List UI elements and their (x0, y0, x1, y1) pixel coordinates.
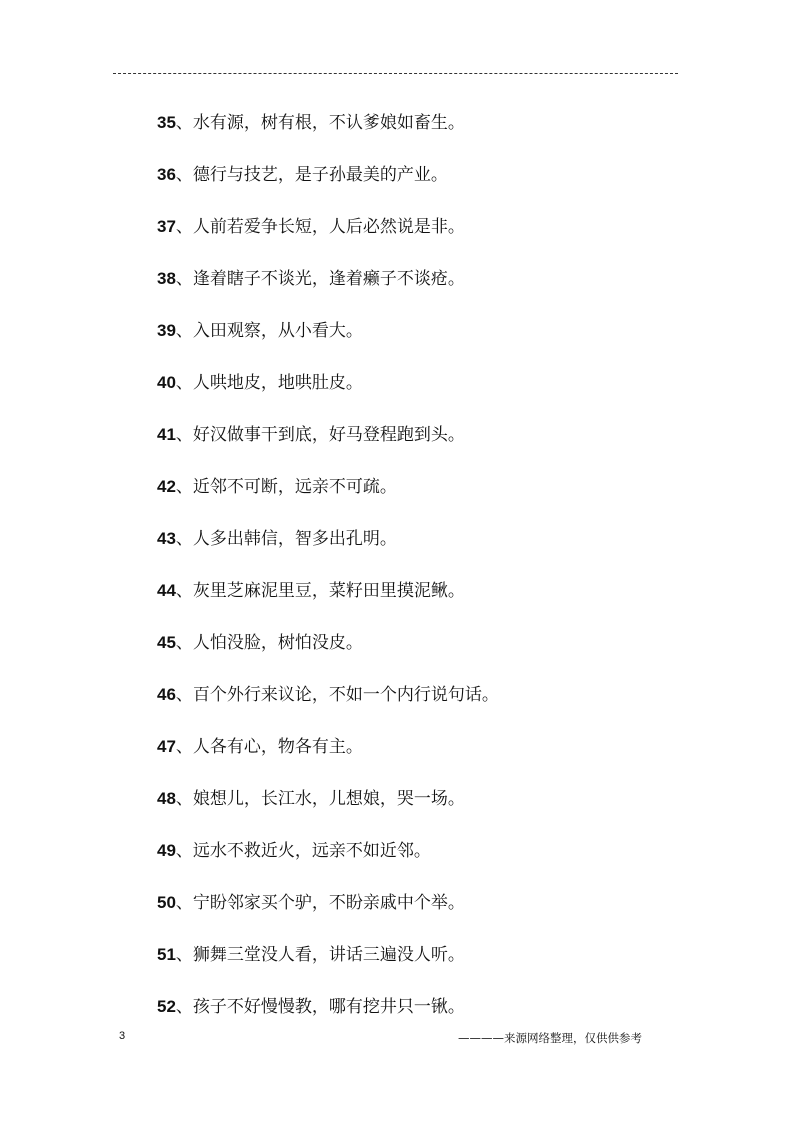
item-text: 德行与技艺，是子孙最美的产业。 (192, 165, 448, 185)
list-item: 42、近邻不可断，远亲不可疏。 (157, 477, 397, 497)
item-text: 水有源，树有根，不认爹娘如畜生。 (192, 113, 465, 133)
item-number: 48 (157, 789, 176, 808)
item-text: 入田观察，从小看大。 (192, 321, 363, 341)
item-number: 43 (157, 529, 176, 548)
list-item: 46、百个外行来议论，不如一个内行说句话。 (157, 685, 499, 705)
list-item: 44、灰里芝麻泥里豆，菜籽田里摸泥鳅。 (157, 581, 465, 601)
list-item: 37、人前若爱争长短，人后必然说是非。 (157, 217, 465, 237)
item-number: 42 (157, 477, 176, 496)
item-number: 40 (157, 373, 176, 392)
item-number: 36 (157, 165, 176, 184)
item-text: 娘想儿，长江水，儿想娘，哭一场。 (192, 789, 465, 809)
item-text: 人哄地皮，地哄肚皮。 (192, 373, 363, 393)
item-number: 47 (157, 737, 176, 756)
item-number: 52 (157, 997, 176, 1016)
item-number: 50 (157, 893, 176, 912)
item-text: 百个外行来议论，不如一个内行说句话。 (192, 685, 499, 705)
item-text: 远水不救近火，远亲不如近邻。 (192, 841, 431, 861)
item-text: 人多出韩信，智多出孔明。 (192, 529, 397, 549)
item-text: 狮舞三堂没人看，讲话三遍没人听。 (192, 945, 465, 965)
item-number: 35 (157, 113, 176, 132)
item-number: 45 (157, 633, 176, 652)
list-item: 38、逢着瞎子不谈光，逢着癞子不谈疮。 (157, 269, 465, 289)
list-item: 50、宁盼邻家买个驴，不盼亲戚中个举。 (157, 893, 465, 913)
list-item: 41、好汉做事干到底，好马登程跑到头。 (157, 425, 465, 445)
item-number: 39 (157, 321, 176, 340)
list-item: 40、人哄地皮，地哄肚皮。 (157, 373, 363, 393)
list-item: 45、人怕没脸，树怕没皮。 (157, 633, 363, 653)
item-number: 37 (157, 217, 176, 236)
item-number: 46 (157, 685, 176, 704)
item-number: 41 (157, 425, 176, 444)
list-item: 52、孩子不好慢慢教，哪有挖井只一锹。 (157, 997, 465, 1017)
list-item: 47、人各有心，物各有主。 (157, 737, 363, 757)
list-item: 36、德行与技艺，是子孙最美的产业。 (157, 165, 448, 185)
list-item: 39、入田观察，从小看大。 (157, 321, 363, 341)
list-item: 51、狮舞三堂没人看，讲话三遍没人听。 (157, 945, 465, 965)
item-number: 51 (157, 945, 176, 964)
item-text: 人怕没脸，树怕没皮。 (192, 633, 363, 653)
list-item: 35、水有源，树有根，不认爹娘如畜生。 (157, 113, 465, 133)
item-number: 38 (157, 269, 176, 288)
item-text: 人前若爱争长短，人后必然说是非。 (192, 217, 465, 237)
item-text: 灰里芝麻泥里豆，菜籽田里摸泥鳅。 (192, 581, 465, 601)
item-number: 49 (157, 841, 176, 860)
item-text: 宁盼邻家买个驴，不盼亲戚中个举。 (192, 893, 465, 913)
item-text: 好汉做事干到底，好马登程跑到头。 (192, 425, 465, 445)
item-text: 人各有心，物各有主。 (192, 737, 363, 757)
page-number: 3 (119, 1030, 126, 1042)
item-text: 孩子不好慢慢教，哪有挖井只一锹。 (192, 997, 465, 1017)
item-number: 44 (157, 581, 176, 600)
item-text: 逢着瞎子不谈光，逢着癞子不谈疮。 (192, 269, 465, 289)
footer-source-note: ————来源网络整理，仅供供参考 (458, 1031, 642, 1045)
list-item: 48、娘想儿，长江水，儿想娘，哭一场。 (157, 789, 465, 809)
item-text: 近邻不可断，远亲不可疏。 (192, 477, 397, 497)
proverb-list (157, 110, 717, 1046)
list-item: 43、人多出韩信，智多出孔明。 (157, 529, 397, 549)
header-dashed-rule (113, 73, 678, 74)
list-item: 49、远水不救近火，远亲不如近邻。 (157, 841, 431, 861)
